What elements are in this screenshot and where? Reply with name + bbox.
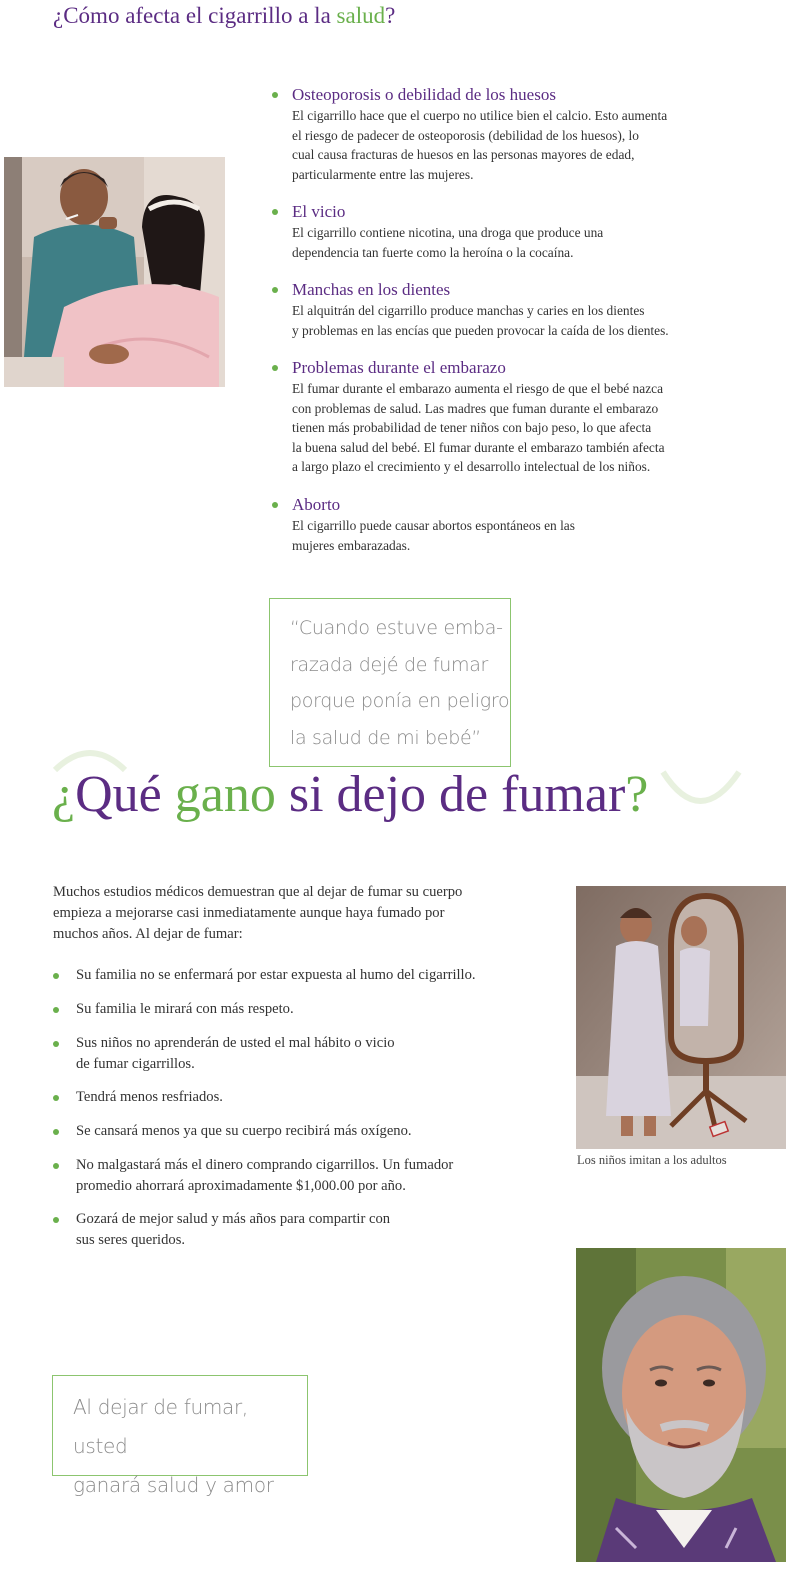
risk-item-vicio <box>272 202 712 262</box>
risk-title: Osteoporosis o debilidad de los huesos <box>292 85 556 104</box>
risk-line: la buena salud del bebé. El fumar durante el embarazo también afecta <box>292 439 665 455</box>
bullet-icon <box>272 365 278 371</box>
risk-line: dependencia tan fuerte como la heroína o la cocaína. <box>292 244 574 260</box>
risk-line: El cigarrillo hace que el cuerpo no utilice bien el calcio. Esto aumenta <box>292 108 668 123</box>
photo-bearded-man <box>576 1248 786 1562</box>
risk-line: con problemas de salud. Las madres que fuman durante el embarazo <box>292 400 659 416</box>
benefit-line: de fumar cigarrillos. <box>76 1056 195 1072</box>
risk-line: El cigarrillo puede causar abortos espontáneos en las <box>292 518 575 533</box>
section-title-health <box>53 3 395 29</box>
risk-title: Problemas durante el embarazo <box>292 358 506 377</box>
bullet-icon <box>53 1163 59 1169</box>
intro-line: Muchos estudios médicos demuestran que al dejar de fumar su cuerpo <box>53 884 463 900</box>
benefit-line: promedio ahorrará aproximadamente $1,000.00 por año. <box>76 1178 406 1194</box>
benefit-text: Su familia no se enfermará por estar expuesta al humo del cigarrillo. <box>76 967 476 983</box>
photo-caption: Los niños imitan a los adultos <box>577 1153 727 1167</box>
benefit-line: Sus niños no aprenderán de usted el mal hábito o vicio <box>76 1035 395 1051</box>
risk-item-aborto <box>272 495 712 555</box>
quote-line: Al dejar de fumar, usted <box>73 1395 248 1458</box>
risk-item-manchas <box>272 280 712 340</box>
photo-couple-smoking <box>4 157 225 387</box>
title-word: si dejo de fumar <box>275 766 626 823</box>
risk-item-osteoporosis <box>272 85 712 185</box>
risk-line: y problemas en las encías que pueden provocar la caída de los dientes. <box>292 322 669 338</box>
bullet-icon <box>272 209 278 215</box>
pull-quote-pregnancy <box>269 598 511 767</box>
risk-line: El fumar durante el embarazo aumenta el riesgo de que el bebé nazca <box>292 381 664 396</box>
bullet-icon <box>53 1007 59 1013</box>
bullet-icon <box>272 92 278 98</box>
pull-quote-benefit <box>52 1375 308 1497</box>
title-highlight: gano <box>174 766 276 823</box>
title-word: Qué <box>75 766 175 823</box>
benefit-item <box>53 1087 523 1109</box>
risk-body <box>292 301 712 340</box>
risk-line: El cigarrillo contiene nicotina, una droga que produce una <box>292 225 604 240</box>
bullet-icon <box>272 287 278 293</box>
risk-body <box>292 379 712 477</box>
title-question-mark: ? <box>385 3 396 28</box>
bullet-icon <box>53 1095 59 1101</box>
benefit-item <box>53 999 523 1021</box>
risk-item-embarazo <box>272 358 712 478</box>
risk-line: mujeres embarazadas. <box>292 537 411 553</box>
decorative-arc-right <box>655 770 745 810</box>
benefit-text: Se cansará menos ya que su cuerpo recibirá más oxígeno. <box>76 1123 412 1139</box>
title-question-close: ? <box>625 766 649 823</box>
benefit-text <box>76 1209 516 1251</box>
benefit-line: sus seres queridos. <box>76 1232 186 1248</box>
risk-title: El vicio <box>292 202 346 221</box>
benefit-item <box>53 1155 523 1199</box>
intro-paragraph <box>53 882 523 945</box>
bullet-icon <box>53 1041 59 1047</box>
benefit-item <box>53 965 523 987</box>
risk-title: Aborto <box>292 495 341 514</box>
risk-line: particularmente entre las mujeres. <box>292 166 474 182</box>
risk-line: a largo plazo el crecimiento y el desarrollo intelectual de los niños. <box>292 459 651 474</box>
bullet-icon <box>53 1217 59 1223</box>
risk-body <box>292 106 712 184</box>
bullet-icon <box>53 1129 59 1135</box>
risk-body <box>292 223 712 262</box>
quote-line: porque ponía en peligro <box>290 690 510 712</box>
risk-line: tienen más probabilidad de tener niños con bajo peso, lo que afecta <box>292 420 652 435</box>
quote-line: ganará salud y amor <box>73 1473 274 1497</box>
risk-line: El alquitrán del cigarrillo produce manchas y caries en los dientes <box>292 303 645 318</box>
bullet-icon <box>53 973 59 979</box>
benefit-text: Tendrá menos resfriados. <box>76 1089 223 1105</box>
risk-body <box>292 516 712 555</box>
risk-title: Manchas en los dientes <box>292 280 451 299</box>
benefit-text <box>76 1033 516 1075</box>
title-highlight: salud <box>336 3 386 28</box>
risk-line: el riesgo de padecer de osteoporosis (debilidad de los huesos), lo <box>292 127 639 143</box>
quote-line: “Cuando estuve emba- <box>290 617 503 639</box>
benefit-line: No malgastará más el dinero comprando cigarrillos. Un fumador <box>76 1157 454 1173</box>
intro-line: empieza a mejorarse casi inmediatamente aunque haya fumado por <box>53 905 445 921</box>
risk-line: cual causa fracturas de huesos en las personas mayores de edad, <box>292 147 635 162</box>
benefit-text <box>76 1155 516 1197</box>
bullet-icon <box>272 502 278 508</box>
benefit-item <box>53 1121 523 1143</box>
intro-line: muchos años. Al dejar de fumar: <box>53 926 243 942</box>
benefit-text: Su familia le mirará con más respeto. <box>76 1001 294 1017</box>
benefit-item <box>53 1209 523 1253</box>
quote-line: la salud de mi bebé” <box>290 726 481 749</box>
title-question-open: ¿ <box>52 766 76 823</box>
benefit-line: Gozará de mejor salud y más años para compartir con <box>76 1211 391 1227</box>
title-text: ¿Cómo afecta el cigarrillo a la <box>53 3 337 28</box>
photo-child-mirror <box>576 886 786 1149</box>
section-title-benefits <box>52 765 648 824</box>
quote-line: razada dejé de fumar <box>290 653 489 676</box>
benefit-item <box>53 1033 523 1077</box>
